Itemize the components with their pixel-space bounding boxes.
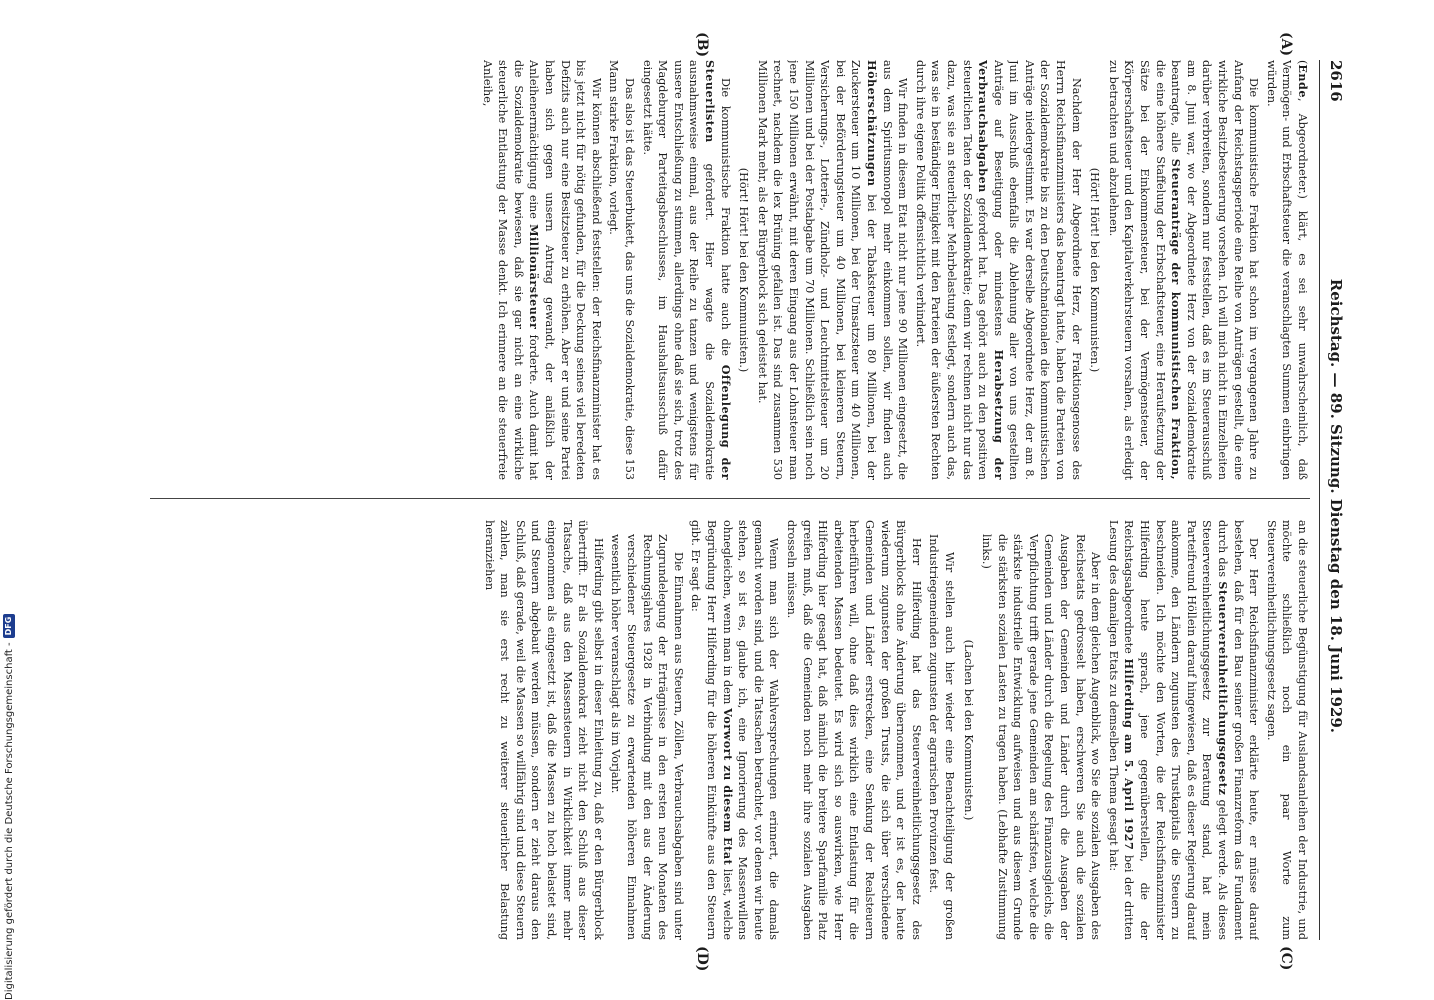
paragraph: Wir können abschließend feststellen: der Reichsfinanzminister hat es bis jetzt nicht für nötig gefunden, für die Deckung seines viel beredeten Defizits auch nur eine Besitzsteuer zu erhöhen. Aber er und seine Partei haben sich gegen unsern Antrag gewandt, der anläßlich der Anleihenermächtigung eine Millionärsteuer forderte. Auch damit hat die Sozialdemokratie bewiesen, daß sie gar nicht an eine wirkliche steuerliche Entlastung der Masse denkt. Ich erinnere an die steuerfreie Anleihe, <box>480 60 603 480</box>
right-column <box>140 520 1310 940</box>
paragraph: Hilferding gibt selbst in dieser Einleitung zu, daß er den Bürgerblock übertrifft. Er als Sozialdemokrat zieht nicht den Schluß aus dieser Tatsache, daß aus den Massensteuern in Wirklichkeit immer mehr eingenommen als eingesetzt ist, daß die Massen zu hoch belastet sind, und Steuern abgebaut werden müssen, sondern er zieht daraus den Schluß, daß gerade, weil die Massen so willfährig sind und diese Steuern zahlen, man sie erst recht zu weiterer steuerlicher Belastung heranziehen <box>482 520 605 940</box>
paragraph: Die kommunistische Fraktion hatte auch die Offenlegung der Steuerlisten gefordert. Hier wagte die Sozialdemokratie ausnahmsweise einmal, aus der Reihe zu tanzen und wenigstens für unsere Entschließung zu stimmen, allerdings ohne daß sie sich, trotz des Magdeburger Parteitagsbeschlusses, im Haushaltsausschuß dafür eingesetzt hätte. <box>640 60 733 480</box>
page-title: Reichstag. — 89. Sitzung. Dienstag den 18. Juni 1929. <box>1327 278 1345 734</box>
quotation: Die Einnahmen aus Steuern, Zöllen, Verbrauchsabgaben sind unter Zugrundelegung der Erträgnisse in den ersten neun Monaten des Rechnungsjahres 1928 in Verbindung mit den aus der Änderung verschiedener Steuergesetze zu erwartenden höheren Einnahmen wesentlich höher veranschlagt als im Vorjahr. <box>609 534 685 940</box>
dfg-logo: DFG <box>3 614 15 639</box>
interjection: (Hört! Hört! bei den Kommunisten.) <box>737 167 751 373</box>
paragraph: (Ende, Abgeordneter.) klärt, es sei sehr unwahrscheinlich, daß Vermögen- und Erbschaftsteuer die veranschlagten Summen einbringen würden. <box>1264 60 1310 480</box>
rotated-document-page <box>120 32 1350 972</box>
page-number: 2616 <box>1327 60 1345 102</box>
paragraph: Wenn man sich der Wahlversprechungen erinnert, die damals gemacht worden sind, und die Tatsachen betrachtet, vor denen wir heute stehen, so ist es, glaube ich, eine Ignorierung des Massenwillens ohnegleichen, wenn man in dem Vorwort zu diesem Etat liest, welche Begründung Herr Hilferding für die höheren Einkünfte aus den Steuern gibt. Er sagt da: <box>689 520 781 940</box>
credit-text: Digitalisierung gefördert durch die Deutsche Forschungsgemeinschaft - <box>3 642 15 1000</box>
quotation: Aber in dem gleichen Augenblick, wo Sie die sozialen Ausgaben des Reichsetats gedrosselt haben, erschweren Sie auch die sozialen Ausgaben der Gemeinden und Länder durch die Ausgaben der Gemeinden und Länder durch die Regelung des Finanzausgleichs, die Verpflichtung trifft gerade jene Gemeinden am schärfsten, welche die stärkste industrielle Entwicklung aufweisen und aus diesem Grunde die stärksten sozialen Lasten zu tragen haben. (Lebhafte Zustimmung links.) <box>980 534 1103 940</box>
page-header <box>1322 60 1350 940</box>
paragraph: Das also ist das Steuerbukett, das uns die Sozialdemokratie, diese 153 Mann starke Fraktion, vorlegt. <box>607 60 637 480</box>
margin-mark-c: (C) <box>1278 946 1294 971</box>
paragraph: Wir finden in diesem Etat nicht nur jene 90 Millionen eingesetzt, die aus dem Spiritusmonopol mehr einkommen sollen, wir finden auch Höherschätzungen bei der Tabaksteuer um 80 Millionen, bei der Zuckersteuer um 10 Millionen, bei der Umsatzsteuer um 40 Millionen, bei der Beförderungsteuer um 40 Millionen, bei kleineren Steuern, Versicherungs-, Lotterie-, Zündholz- und Leuchtmittelsteuer um 20 Millionen und bei der Postabgabe um 70 Millionen. Schließlich sein noch jene 150 Millionen erwähnt, mit deren Eingang aus der Lohnsteuer man rechnet, nachdem die lex Brüning gefallen ist. Das sind zusammen 530 Millionen Mark mehr, als der Bürgerblock sich geleistet hat. <box>755 60 910 480</box>
paragraph: Herr Hilferding hat das Steuervereinheitlichungsgesetz des Bürgerblocks ohne Änderung übernommen, und er ist es, der heute wiederum zugunsten der großen Trusts, die sich über verschiedene Gemeinden und Länder erstrecken, eine Senkung der Realsteuern herbeiführen will, ohne daß dies wirklich eine Entlastung für die arbeitenden Massen bedeutet. Es wird sich so auswirken, wie Herr Hilferding hier gesagt hat, daß nämlich die breitere Sparfamilie Platz greifen muß, daß die Gemeinden noch mehr ihre sozialen Ausgaben drosseln müssen. <box>785 520 923 940</box>
interjection: (Hört! Hört! bei den Kommunisten.) <box>1088 167 1102 373</box>
header-rule <box>1319 60 1320 940</box>
interjection: (Lachen bei den Kommunisten.) <box>961 639 975 821</box>
column-divider <box>150 498 1310 499</box>
left-column <box>140 60 1310 480</box>
margin-mark-d: (D) <box>694 946 710 972</box>
quotation: Wir stellen auch hier wieder eine Benachteiligung der großen Industriegemeinden zugunsten der agrarischen Provinzen fest. <box>927 534 956 940</box>
digitization-credit <box>2 0 16 1000</box>
paragraph: an die steuerliche Begünstigung für Auslandsanleihen der Industrie, und möchte schließlich noch ein paar Worte zum Steuervereinheitlichungsgesetz sagen. <box>1264 520 1309 940</box>
margin-mark-a: (A) <box>1278 32 1294 57</box>
paragraph: Der Herr Reichsfinanzminister erklärte heute, er müsse darauf bestehen, daß für den Bau seiner großen Finanzreform das Fundament durch das Steuervereinheitlichungsgesetz gelegt werde. Als dieses Steuervereinheitlichungsgesetz zur Beratung stand, hat mein Parteifreund Höllein darauf hingewiesen, daß es dieser Regierung darauf ankomme, den Ländern zugunsten des Trustkapitals die Steuern zu beschneiden. Ich möchte den Worten, die der Reichsfinanzminister Hilferding heute sprach, jene gegenüberstellen, die der Reichstagsabgeordnete Hilferding am 5. April 1927 bei der dritten Lesung des damaligen Etats zu demselben Thema gesagt hat: <box>1106 520 1261 940</box>
margin-mark-b: (B) <box>694 32 710 58</box>
paragraph: Die kommunistische Fraktion hat schon im vergangenen Jahre zu Anfang der Reichstagsperiode eine Reihe von Anträgen gestellt, die eine wirkliche Besitzbesteuerung vorsehen. Ich will mich nicht in Einzelheiten darüber verbreiten, sondern nur feststellen, daß es im Steuerausschuß am 8. Juni war, wo der Abgeordnete Herz von der Sozialdemokratie beantragte, alle Steueranträge der kommunistischen Fraktion, die eine höhere Staffelung der Erbschaftsteuer, eine Heraufsetzung der Sätze bei der Einkommensteuer, bei der Vermögensteuer, der Körperschaftsteuer und den Kapitalverkehrsteuern vorsahen, als erledigt zu betrachten und abzulehnen. <box>1106 60 1261 480</box>
paragraph: Nachdem der Herr Abgeordnete Herz, der Fraktionsgenosse des Herrn Reichsfinanzministers das beantragt hatte, haben die Parteien von der Sozialdemokratie bis zu den Deutschnationalen die kommunistischen Anträge niedergestimmt. Es war derselbe Abgeordnete Herz, der am 8. Juni im Ausschuß ebenfalls die Ablehnung aller von uns gestellten Anträge auf Beseitigung oder mindestens Herabsetzung der Verbrauchsabgaben gefordert hat. Das gehört auch zu den positiven steuerlichen Taten der Sozialdemokratie; denn wir rechnen nicht nur das dazu, was sie an steuerlicher Mehrbelastung festlegt, sondern auch das, was sie in beständiger Einigkeit mit den Parteien der äußersten Rechten durch ihre eigene Politik offensichtlich verhindert. <box>913 60 1083 480</box>
